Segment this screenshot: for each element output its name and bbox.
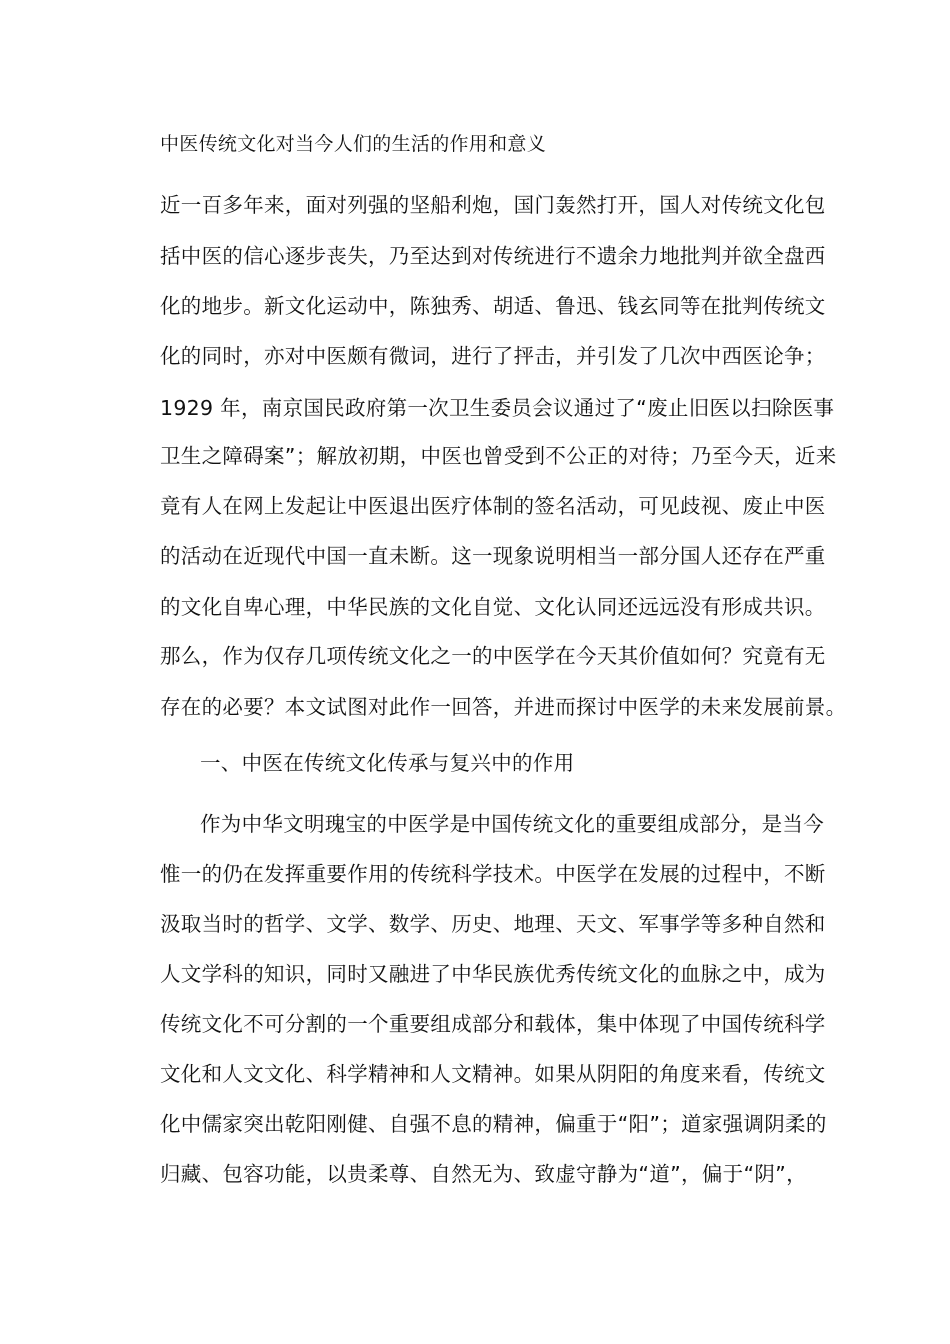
intro-line: 括中医的信心逐步丧失，乃至达到对传统进行不遗余力地批判并欲全盘西 — [160, 244, 826, 268]
intro-line: 1929 年，南京国民政府第一次卫生委员会议通过了“废止旧医以扫除医事 — [160, 396, 835, 420]
section-line: 人文学科的知识，同时又融进了中华民族优秀传统文化的血脉之中，成为 — [160, 962, 826, 986]
intro-line: 的活动在近现代中国一直未断。这一现象说明相当一部分国人还存在严重 — [160, 544, 826, 568]
section-line: 作为中华文明瑰宝的中医学是中国传统文化的重要组成部分，是当今 — [200, 812, 824, 836]
intro-line: 竟有人在网上发起让中医退出医疗体制的签名活动，可见歧视、废止中医 — [160, 494, 826, 518]
intro-line: 那么，作为仅存几项传统文化之一的中医学在今天其价值如何？究竟有无 — [160, 644, 826, 668]
section-line: 化中儒家突出乾阳刚健、自强不息的精神，偏重于“阳”；道家强调阴柔的 — [160, 1112, 827, 1136]
section-line: 汲取当时的哲学、文学、数学、历史、地理、天文、军事学等多种自然和 — [160, 912, 826, 936]
intro-line: 卫生之障碍案”；解放初期，中医也曾受到不公正的对待；乃至今天，近来 — [160, 444, 837, 468]
section-line: 惟一的仍在发挥重要作用的传统科学技术。中医学在发展的过程中，不断 — [160, 862, 826, 886]
intro-line: 化的同时，亦对中医颇有微词，进行了抨击，并引发了几次中西医论争； — [160, 344, 826, 368]
intro-line: 的文化自卑心理，中华民族的文化自觉、文化认同还远远没有形成共识。 — [160, 595, 826, 619]
document-title: 中医传统文化对当今人们的生活的作用和意义 — [160, 133, 547, 155]
section-line: 归藏、包容功能，以贵柔尊、自然无为、致虚守静为“道”，偏于“阴”， — [160, 1162, 807, 1186]
section-line: 文化和人文文化、科学精神和人文精神。如果从阴阳的角度来看，传统文 — [160, 1062, 826, 1086]
section-heading: 一、中医在传统文化传承与复兴中的作用 — [200, 751, 575, 775]
intro-line: 化的地步。新文化运动中，陈独秀、胡适、鲁迅、钱玄同等在批判传统文 — [160, 294, 826, 318]
intro-line: 存在的必要？本文试图对此作一回答，并进而探讨中医学的未来发展前景。 — [160, 695, 847, 719]
section-line: 传统文化不可分割的一个重要组成部分和载体，集中体现了中国传统科学 — [160, 1012, 826, 1036]
intro-line: 近一百多年来，面对列强的坚船利炮，国门轰然打开，国人对传统文化包 — [160, 193, 826, 217]
